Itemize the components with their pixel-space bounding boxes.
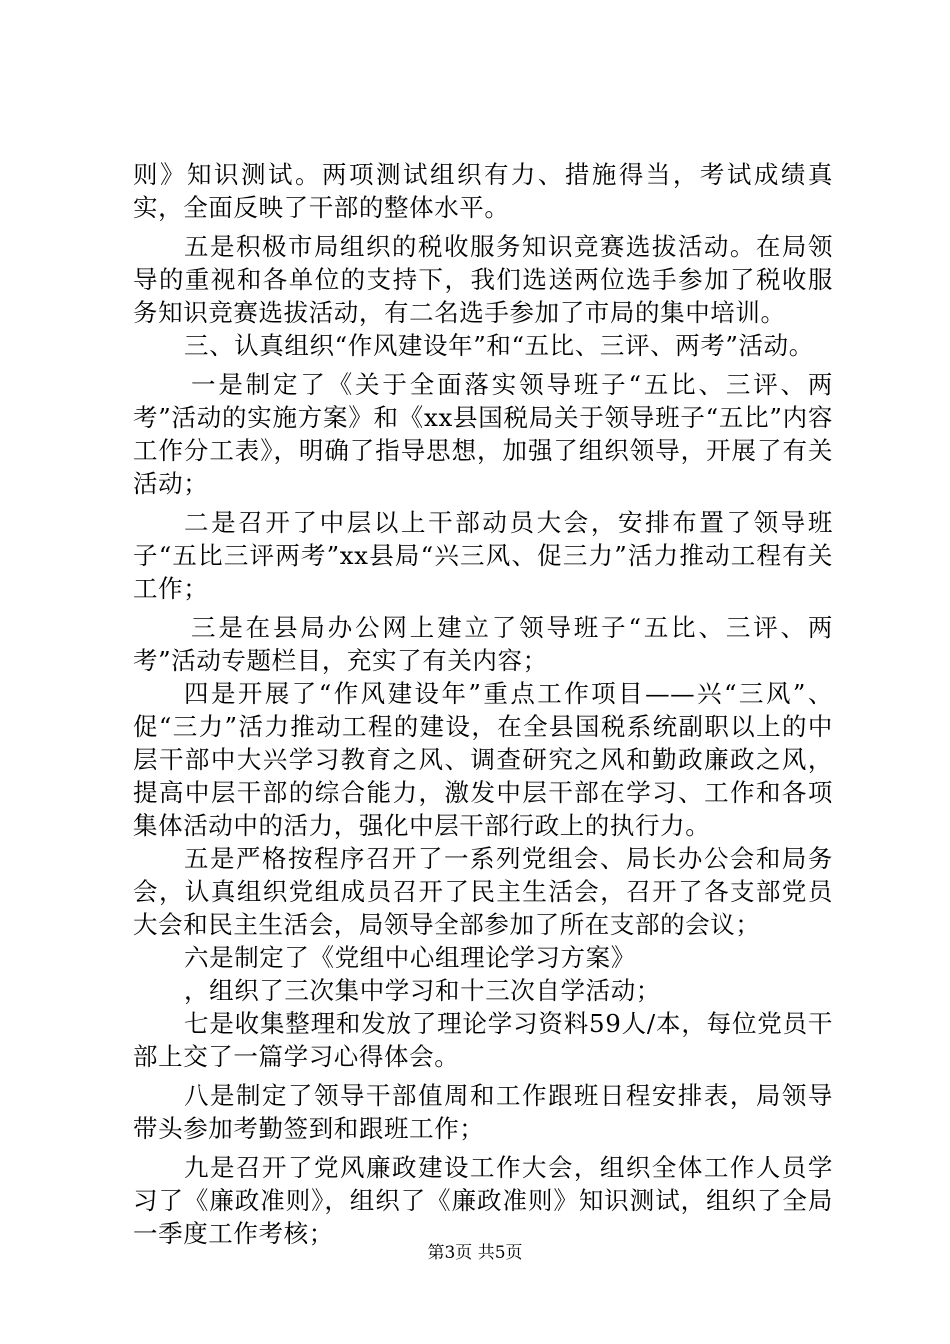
section-heading-three: 三、认真组织“作风建设年”和“五比、三评、两考”活动。 [184,331,814,360]
paragraph-item-six-continued: ，组织了三次集中学习和十三次自学活动； [184,976,661,1005]
paragraph-continuation: 则》知识测试。两项测试组织有力、措施得当，考试成绩真实，全面反映了干部的整体水平。 [133,160,833,222]
paragraph-item-seven: 七是收集整理和发放了理论学习资料59人/本，每位党员干部上交了一篇学习心得体会。 [133,1009,833,1071]
paragraph-item-six: 六是制定了《党组中心组理论学习方案》 [184,943,636,972]
paragraph-item-nine: 九是召开了党风廉政建设工作大会，组织全体工作人员学习了《廉政准则》，组织了《廉政准则》知识测试，组织了全局一季度工作考核； [133,1153,833,1248]
paragraph-item-three: 三是在县局办公网上建立了领导班子“五比、三评、两考”活动专题栏目，充实了有关内容； [133,613,833,675]
paragraph-item-eight: 八是制定了领导干部值周和工作跟班日程安排表，局领导带头参加考勤签到和跟班工作； [133,1081,833,1143]
paragraph-item-two: 二是召开了中层以上干部动员大会，安排布置了领导班子“五比三评两考”xx县局“兴三风、促三力”活力推动工程有关工作； [133,508,833,603]
paragraph-item-five-b: 五是严格按程序召开了一系列党组会、局长办公会和局务会，认真组织党组成员召开了民主生活会，召开了各支部党员大会和民主生活会，局领导全部参加了所在支部的会议； [133,844,833,939]
document-body [133,158,833,1250]
paragraph-item-five: 五是积极市局组织的税收服务知识竞赛选拔活动。在局领导的重视和各单位的支持下，我们选送两位选手参加了税收服务知识竞赛选拔活动，有二名选手参加了市局的集中培训。 [133,232,833,327]
page-number-footer: 第3页 共5页 [427,1243,523,1263]
paragraph-item-four: 四是开展了“作风建设年”重点工作项目——兴“三风”、促“三力”活力推动工程的建设，在全县国税系统副职以上的中层干部中大兴学习教育之风、调查研究之风和勤政廉政之风，提高中层干部的综合能力，激发中层干部在学习、工作和各项集体活动中的活力，强化中层干部行政上的执行力。 [133,679,833,840]
paragraph-item-one: 一是制定了《关于全面落实领导班子“五比、三评、两考”活动的实施方案》和《xx县国税局关于领导班子“五比”内容工作分工表》，明确了指导思想，加强了组织领导，开展了有关活动； [133,370,833,498]
